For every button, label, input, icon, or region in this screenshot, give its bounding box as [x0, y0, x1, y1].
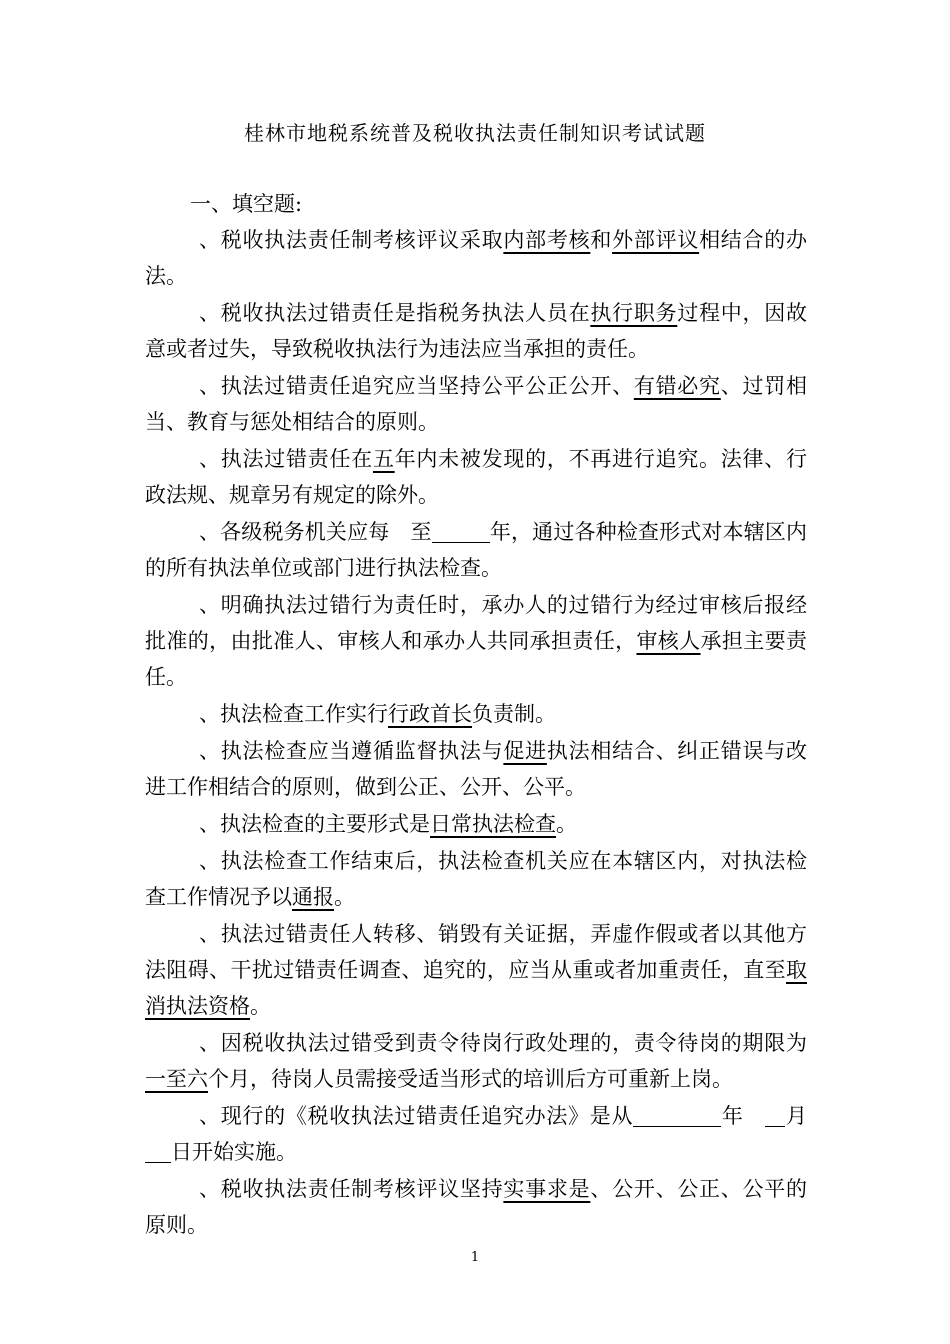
- answer-11: 取消执法资格: [145, 958, 807, 1018]
- blank-13-month: [765, 1106, 785, 1127]
- blank-13-year: [633, 1106, 721, 1127]
- question-14: 、税收执法责任制考核评议坚持实事求是、公开、公正、公平的原则。: [145, 1177, 808, 1237]
- blank-5: [432, 522, 490, 543]
- answer-3: 有错必究: [633, 374, 721, 398]
- answer-7: 行政首长: [388, 702, 472, 726]
- question-7: 、执法检查工作实行行政首长负责制。: [199, 702, 556, 726]
- question-9: 、执法检查的主要形式是日常执法检查。: [199, 812, 577, 836]
- question-1: 、税收执法责任制考核评议采取内部考核和外部评议相结合的办法。: [145, 228, 808, 288]
- answer-10: 通报: [292, 885, 334, 909]
- answer-6: 审核人: [636, 629, 701, 653]
- answer-1b: 外部评议: [612, 228, 700, 252]
- answer-14: 实事求是: [503, 1177, 591, 1201]
- page-number: 1: [470, 1250, 480, 1265]
- question-5: 、各级税务机关应每 至 年，通过各种检查形式对本辖区内的所有执法单位或部门进行执法检查。: [145, 520, 808, 580]
- question-8: 、执法检查应当遵循监督执法与促进执法相结合、纠正错误与改进工作相结合的原则，做到公正、公开、公平。: [145, 739, 808, 799]
- question-13: 、现行的《税收执法过错责任追究办法》是从 年 月 日开始实施。: [145, 1098, 807, 1170]
- question-list: [145, 222, 807, 1244]
- answer-4: 五: [372, 447, 395, 471]
- answer-2: 执行职务: [590, 301, 678, 325]
- blank-13-day: [145, 1142, 171, 1163]
- question-2: 、税收执法过错责任是指税务执法人员在执行职务过程中，因故意或者过失，导致税收执法行为违法应当承担的责任。: [145, 301, 808, 361]
- answer-8: 促进: [503, 739, 547, 763]
- answer-1a: 内部考核: [503, 228, 591, 252]
- section-heading: 一、填空题:: [190, 192, 303, 216]
- question-10: 、执法检查工作结束后，执法检查机关应在本辖区内，对执法检查工作情况予以通报。: [145, 849, 807, 909]
- answer-12: 一至六: [145, 1067, 208, 1091]
- question-11: 、执法过错责任人转移、销毁有关证据，弄虚作假或者以其他方法阻碍、干扰过错责任调查、追究的，应当从重或者加重责任，直至取消执法资格。: [145, 922, 807, 1018]
- answer-9: 日常执法检查: [430, 812, 556, 836]
- question-12: 、因税收执法过错受到责令待岗行政处理的，责令待岗的期限为一至六个月，待岗人员需接受适当形式的培训后方可重新上岗。: [145, 1031, 807, 1091]
- question-3: 、执法过错责任追究应当坚持公平公正公开、有错必究、过罚相当、教育与惩处相结合的原则。: [145, 374, 808, 434]
- question-6: 、明确执法过错行为责任时，承办人的过错行为经过审核后报经批准的，由批准人、审核人和承办人共同承担责任，审核人承担主要责任。: [145, 593, 808, 689]
- document-title: 桂林市地税系统普及税收执法责任制知识考试试题: [244, 121, 706, 145]
- question-4: 、执法过错责任在五年内未被发现的，不再进行追究。法律、行政法规、规章另有规定的除外。: [145, 447, 808, 507]
